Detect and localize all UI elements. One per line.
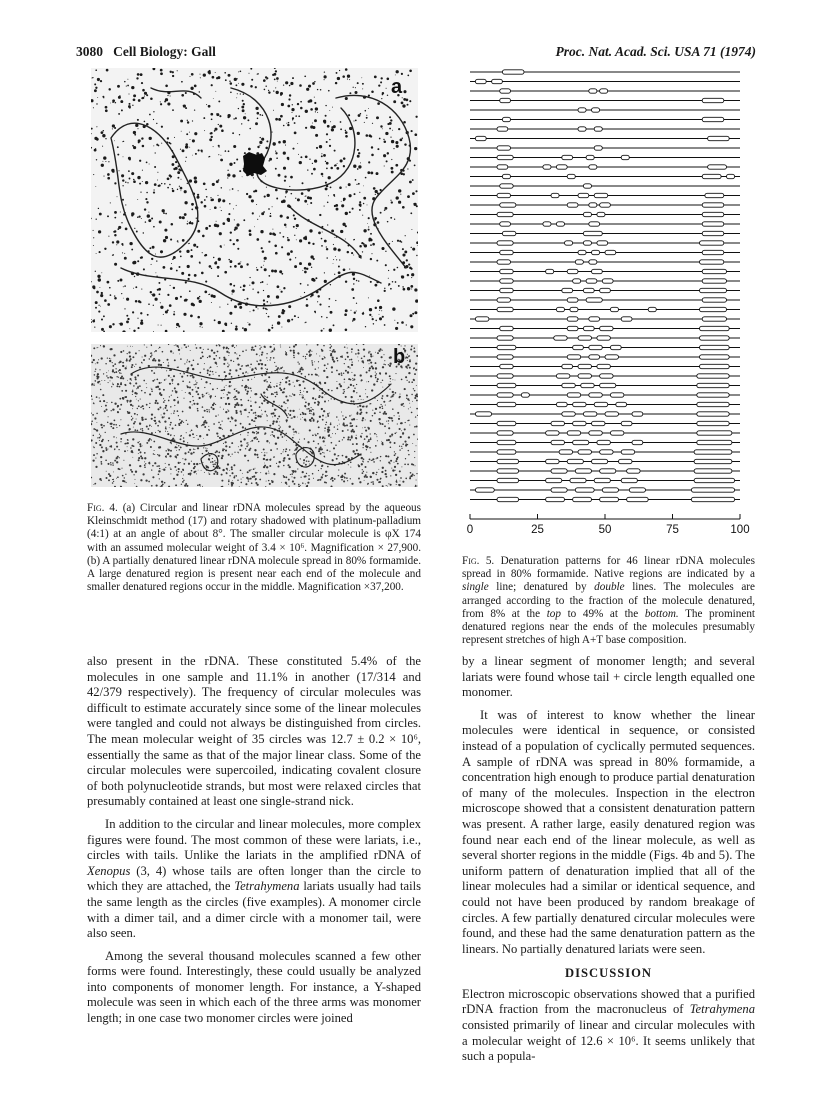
denatured-region [632, 412, 643, 416]
denatured-region [567, 355, 581, 359]
denatured-region [575, 469, 591, 473]
denatured-region [556, 222, 564, 226]
molecule-row [470, 336, 740, 340]
left-p2-xenopus: Xenopus [87, 863, 131, 878]
page-number: 3080 [76, 44, 103, 59]
denatured-region [632, 440, 643, 444]
denatured-region [578, 193, 589, 197]
denatured-region [497, 469, 519, 473]
denatured-region [502, 70, 524, 74]
denatured-region [497, 450, 516, 454]
denatured-region [700, 336, 730, 340]
denatured-region [702, 298, 726, 302]
denatured-region [497, 155, 513, 159]
denatured-region [497, 440, 516, 444]
molecule-row [470, 79, 740, 83]
denatured-region [648, 307, 656, 311]
denatured-region [567, 393, 581, 397]
denatured-region [497, 374, 513, 378]
denatured-region [589, 260, 597, 264]
denatured-region [578, 450, 592, 454]
denatured-region [600, 89, 608, 93]
panel-label-b: b [393, 346, 406, 368]
denatured-region [497, 402, 516, 406]
denatured-region [583, 231, 602, 235]
figure-5-caption-text-4: to 49% at the [567, 607, 639, 620]
denatured-region [578, 127, 586, 131]
denatured-region [551, 421, 565, 425]
left-paragraph-1: also present in the rDNA. These constituted 5.4% of the molecules in one sample and 11.1% in another (17/314 and 42/379 respectively). The frequency of circular molecules was difficult to estimate accurately since some of the linear molecules were tangled and could not always be distinguished from circles. The mean molecular weight of 35 circles was 12.7 ± 0.2 × 10⁶, essentially the same as that of the major linear class. Some of the circular molecules were supercoiled, indicating covalent closure of both polynucleotide strands, but most were relaxed circles that presumably contained at least one single-strand nick. [87, 654, 421, 809]
figure-5-denaturation-map [460, 64, 760, 544]
molecule-row [470, 146, 740, 150]
molecule-row [470, 459, 740, 463]
denatured-region [567, 269, 578, 273]
denatured-region [697, 412, 729, 416]
denatured-region [497, 459, 519, 463]
denatured-region [610, 393, 624, 397]
denatured-region [700, 241, 724, 245]
denatured-region [597, 336, 611, 340]
denatured-region [497, 355, 513, 359]
denatured-region [594, 127, 602, 131]
x-tick-label: 100 [730, 524, 750, 536]
denatured-region [497, 336, 513, 340]
denatured-region [697, 421, 729, 425]
molecule-row [470, 478, 740, 482]
denatured-region [500, 184, 514, 188]
right-column [462, 654, 755, 1065]
denatured-region [500, 222, 511, 226]
denatured-region [702, 222, 724, 226]
denatured-region [562, 412, 576, 416]
denatured-region [705, 193, 724, 197]
denatured-region [543, 222, 551, 226]
right-paragraph-1: by a linear segment of monomer length; and several lariats were found whose tail + circle length equalled one monomer. [462, 654, 755, 700]
denatured-region [575, 260, 583, 264]
molecule-row [470, 203, 740, 207]
denatured-region [694, 478, 735, 482]
denatured-region [573, 345, 584, 349]
denatured-region [551, 193, 559, 197]
denatured-region [573, 440, 589, 444]
denatured-region [697, 393, 729, 397]
denatured-region [581, 383, 595, 387]
molecule-row [470, 298, 740, 302]
denatured-region [700, 288, 727, 292]
denatured-region [589, 89, 597, 93]
molecule-row [470, 488, 740, 492]
denatured-region [586, 298, 602, 302]
molecule-row [470, 431, 740, 435]
denatured-region [592, 250, 600, 254]
denatured-region [497, 193, 511, 197]
left-paragraph-2 [87, 817, 421, 942]
denatured-region [694, 459, 732, 463]
molecule-row [470, 393, 740, 397]
denatured-region [475, 412, 491, 416]
panel-label-a: a [391, 76, 403, 98]
denatured-region [697, 440, 732, 444]
figure-5-caption-text-2: line; denatured by [496, 581, 587, 594]
denatured-region [578, 250, 586, 254]
denatured-region [621, 317, 632, 321]
denatured-region [546, 459, 560, 463]
denatured-region [583, 241, 591, 245]
denatured-region [691, 488, 734, 492]
denatured-region [700, 364, 730, 368]
denatured-region [605, 412, 619, 416]
right-p3-tetrahymena: Tetrahymena [689, 1002, 755, 1017]
denatured-region [594, 193, 608, 197]
denatured-region [497, 212, 513, 216]
molecule-row [470, 250, 740, 254]
molecule-row [470, 89, 740, 93]
denatured-region [562, 288, 573, 292]
molecule-row [470, 117, 740, 121]
x-tick-label: 75 [666, 524, 679, 536]
denatured-region [610, 431, 624, 435]
denatured-region [697, 374, 729, 378]
denatured-region [589, 165, 597, 169]
denatured-region [700, 326, 730, 330]
molecule-row [470, 317, 740, 321]
denatured-region [475, 136, 486, 140]
denatured-region [573, 421, 587, 425]
denatured-region [616, 402, 627, 406]
journal-citation: Proc. Nat. Acad. Sci. USA 71 (1974) [555, 44, 756, 59]
denatured-region [589, 355, 600, 359]
denatured-region [694, 469, 732, 473]
molecule-row [470, 497, 740, 501]
molecule-row [470, 127, 740, 131]
molecule-row [470, 469, 740, 473]
denatured-region [546, 269, 554, 273]
molecule-row [470, 364, 740, 368]
denatured-region [500, 98, 511, 102]
denatured-region [500, 89, 511, 93]
molecule-row [470, 450, 740, 454]
denatured-region [700, 260, 724, 264]
denatured-region [597, 212, 605, 216]
denatured-region [610, 307, 618, 311]
denatured-region [475, 79, 486, 83]
denatured-region [621, 155, 629, 159]
denatured-region [500, 364, 514, 368]
denatured-region [700, 355, 730, 359]
molecule-row [470, 136, 740, 140]
denatured-region [702, 98, 724, 102]
denatured-region [592, 269, 603, 273]
denatured-region [583, 288, 594, 292]
denatured-region [594, 146, 602, 150]
denatured-region [546, 431, 560, 435]
left-paragraph-3: Among the several thousand molecules scanned a few other forms were found. Interestingly, these could usually be analyzed into components of monomer length. For instance, a Y-shaped molecule was seen in which each of the three arms was monomer length; in one case two monomer circles were joined [87, 948, 421, 1026]
denatured-region [627, 497, 649, 501]
denatured-region [567, 298, 578, 302]
denatured-region [592, 108, 600, 112]
denatured-region [502, 174, 510, 178]
section-title: Cell Biology: Gall [113, 44, 216, 59]
molecule-row [470, 241, 740, 245]
denatured-region [573, 402, 587, 406]
right-p3-text-b: consisted primarily of linear and circular molecules with a molecular weight of 12.6 × 10⁶. It seems unlikely that such a popula- [462, 1018, 755, 1064]
right-paragraph-2: It was of interest to know whether the linear molecules were identical in sequence, or consisted instead of a population of cyclically permuted sequences. A sample of rDNA was spread in 80% formamide, a concentration high enough to produce partial denaturation of many of the molecules. Inspection in the electron microscope showed that a consistent denaturation pattern was present. A rather large, easily denatured region was found near each end of the linear molecule, as well as several shorter regions in the middle (Figs. 4b and 5). The uniform pattern of denaturation implied that all of the linear molecules had a similar or identical sequence, and could not have been produced by random breakage of circles. A few partially denatured circular molecules were found, and these had the same denaturation pattern as the linears. No partially denatured lariats were seen. [462, 707, 755, 956]
denatured-region [702, 203, 724, 207]
denatured-region [589, 393, 603, 397]
molecule-row [470, 193, 740, 197]
denatured-region [702, 250, 724, 254]
figure-5-caption [462, 555, 755, 647]
denatured-region [592, 459, 608, 463]
figure-5-caption-double: double [594, 581, 625, 594]
denatured-region [702, 212, 724, 216]
denatured-region [708, 165, 727, 169]
denatured-region [694, 450, 732, 454]
denatured-region [600, 497, 619, 501]
denatured-region [497, 260, 511, 264]
denatured-region [570, 307, 578, 311]
denatured-region [497, 165, 508, 169]
denatured-region [583, 326, 594, 330]
denatured-region [702, 317, 726, 321]
molecule-row [470, 412, 740, 416]
molecule-row [470, 174, 740, 178]
molecule-row [470, 288, 740, 292]
denatured-region [562, 155, 573, 159]
molecule-row [470, 326, 740, 330]
figure-5-caption-text-1: Denaturation patterns for 46 linear rDNA molecules spread in 80% formamide. Native regions are indicated by a [462, 555, 756, 581]
denatured-region [551, 488, 567, 492]
molecule-row [470, 374, 740, 378]
molecule-row [470, 345, 740, 349]
figure-4-label: Fig. 4. [87, 502, 118, 514]
denatured-region [702, 231, 724, 235]
denatured-region [546, 478, 562, 482]
denatured-region [497, 497, 519, 501]
denatured-region [500, 269, 514, 273]
left-p2-text-a: In addition to the circular and linear molecules, more complex figures were found. The most common of these were lariats, i.e., circles with tails. Unlike the lariats in the amplified rDNA of [87, 816, 421, 863]
denatured-region [583, 412, 597, 416]
denatured-region [727, 174, 735, 178]
denatured-region [702, 279, 726, 283]
denatured-region [551, 440, 565, 444]
denatured-region [567, 203, 578, 207]
denatured-region [578, 336, 592, 340]
running-header-left [76, 44, 216, 60]
molecule-row [470, 108, 740, 112]
denatured-region [567, 317, 578, 321]
denatured-region [573, 279, 581, 283]
denatured-region [600, 203, 611, 207]
x-tick-label: 25 [531, 524, 544, 536]
denatured-region [567, 431, 581, 435]
denatured-region [700, 345, 730, 349]
denatured-region [602, 488, 618, 492]
figure-4a-micrograph [91, 68, 418, 332]
denatured-region [497, 383, 516, 387]
denatured-region [605, 250, 616, 254]
denatured-region [567, 459, 583, 463]
denatured-region [597, 364, 611, 368]
molecule-row [470, 421, 740, 425]
denatured-region [500, 279, 514, 283]
figure-5-caption-text-5: The prominent denatured regions near the ends of the molecules presumably represent stretches of high A+T base composition. [462, 607, 756, 647]
figure-4-caption [87, 502, 421, 594]
denatured-region [497, 307, 513, 311]
molecule-row [470, 355, 740, 359]
denatured-region [621, 421, 632, 425]
denatured-region [589, 222, 600, 226]
molecule-row [470, 155, 740, 159]
left-p2-tetrahymena: Tetrahymena [234, 879, 300, 894]
figure-5-caption-top: top [546, 607, 561, 620]
denatured-region [600, 383, 616, 387]
denatured-region [629, 488, 645, 492]
denatured-region [697, 383, 729, 387]
figure-5-caption-bottom: bottom. [644, 607, 679, 620]
denatured-region [562, 383, 576, 387]
denatured-region [551, 469, 567, 473]
denatured-region [475, 488, 494, 492]
denatured-region [586, 155, 594, 159]
molecule-row [470, 212, 740, 216]
denatured-region [546, 497, 565, 501]
figure-4b-micrograph [91, 344, 418, 487]
denatured-region [691, 497, 734, 501]
denatured-region [559, 450, 573, 454]
right-paragraph-3 [462, 987, 755, 1065]
denatured-region [600, 469, 616, 473]
denatured-region [589, 345, 603, 349]
denatured-region [492, 79, 503, 83]
denatured-region [594, 402, 608, 406]
denatured-region [600, 326, 614, 330]
denatured-region [567, 326, 578, 330]
molecule-row [470, 279, 740, 283]
denatured-region [556, 307, 564, 311]
molecule-row [470, 269, 740, 273]
figure-5-caption-single: single [462, 581, 489, 594]
denatured-region [594, 478, 610, 482]
denatured-region [610, 345, 621, 349]
molecule-row [470, 222, 740, 226]
denatured-region [497, 431, 513, 435]
right-p3-text-a: Electron microscopic observations showed that a purified rDNA fraction from the macronucleus of [462, 986, 755, 1017]
denatured-region [597, 241, 608, 245]
denatured-region [575, 488, 594, 492]
molecule-row [470, 231, 740, 235]
molecule-row [470, 307, 740, 311]
denatured-region [702, 174, 721, 178]
denatured-region [554, 336, 568, 340]
figure-5-caption-text-3: lines. The molecules are arranged according to the fraction of the molecule denatured, from 8% at the [462, 581, 755, 620]
denatured-region [497, 127, 508, 131]
denatured-region [700, 307, 727, 311]
figure-5-label: Fig. 5. [462, 555, 495, 567]
molecule-row [470, 165, 740, 169]
denatured-region [583, 184, 591, 188]
denatured-region [497, 345, 516, 349]
denatured-region [500, 250, 514, 254]
left-p2-text-b: (3, 4) whose tails are often longer than the circle to which they are attached, the [87, 863, 421, 894]
molecule-row [470, 383, 740, 387]
denatured-region [697, 402, 729, 406]
denatured-region [702, 269, 726, 273]
denatured-region [586, 279, 597, 283]
denatured-region [543, 165, 551, 169]
denatured-region [562, 364, 573, 368]
denatured-region [567, 174, 575, 178]
denatured-region [619, 459, 633, 463]
denatured-region [565, 241, 573, 245]
denatured-region [583, 212, 591, 216]
denatured-region [592, 421, 606, 425]
denatured-region [500, 203, 516, 207]
denatured-region [621, 478, 637, 482]
denatured-region [521, 393, 529, 397]
denatured-region [556, 165, 567, 169]
molecule-row [470, 440, 740, 444]
denatured-region [578, 374, 592, 378]
discussion-heading: DISCUSSION [565, 966, 652, 981]
denatured-region [497, 478, 519, 482]
denatured-region [708, 136, 730, 140]
molecule-row [470, 70, 740, 74]
denatured-region [573, 497, 592, 501]
left-p2-text-c: lariats usually had tails the same length as the circles (five examples). A monomer circle with a dimer tail, and a dimer circle with a monomer tail, were also seen. [87, 879, 421, 941]
denatured-region [578, 108, 586, 112]
denatured-region [597, 440, 611, 444]
x-tick-label: 0 [466, 524, 474, 536]
denatured-region [556, 374, 570, 378]
denatured-region [502, 117, 510, 121]
molecule-row [470, 184, 740, 188]
denatured-region [702, 117, 724, 121]
denatured-region [627, 469, 641, 473]
denatured-region [600, 374, 614, 378]
denatured-region [556, 402, 567, 406]
denatured-region [605, 355, 619, 359]
denatured-region [500, 326, 514, 330]
denatured-region [697, 431, 732, 435]
denatured-region [497, 298, 511, 302]
denatured-region [589, 203, 597, 207]
denatured-region [570, 478, 586, 482]
figure-4-caption-text: (a) Circular and linear rDNA molecules spread by the aqueous Kleinschmidt method (17) and rotary shadowed with platinum-palladium (4:1) at an angle of about 8°. The smaller circular molecule is φX 174 with an assumed molecular weight of 3.4 × 10⁶. Magnification × 27,900. (b) A partially denatured linear rDNA molecule spread in 80% formamide. A large denatured region is present near each end of the molecule and smaller denatured regions occur in the middle. Magnification ×37,200. [87, 502, 422, 594]
left-column [87, 654, 421, 1027]
molecule-row [470, 260, 740, 264]
denatured-region [497, 241, 513, 245]
denatured-region [602, 279, 613, 283]
denatured-region [600, 288, 611, 292]
denatured-region [500, 288, 514, 292]
denatured-region [475, 317, 489, 321]
denatured-region [621, 450, 635, 454]
denatured-region [497, 421, 516, 425]
molecule-row [470, 98, 740, 102]
denatured-region [502, 231, 516, 235]
denatured-region [497, 146, 511, 150]
denatured-region [589, 317, 600, 321]
denatured-region [497, 393, 513, 397]
denatured-region [589, 431, 603, 435]
denatured-region [600, 450, 614, 454]
molecule-row [470, 402, 740, 406]
denatured-region [578, 364, 592, 368]
x-tick-label: 50 [598, 524, 612, 536]
